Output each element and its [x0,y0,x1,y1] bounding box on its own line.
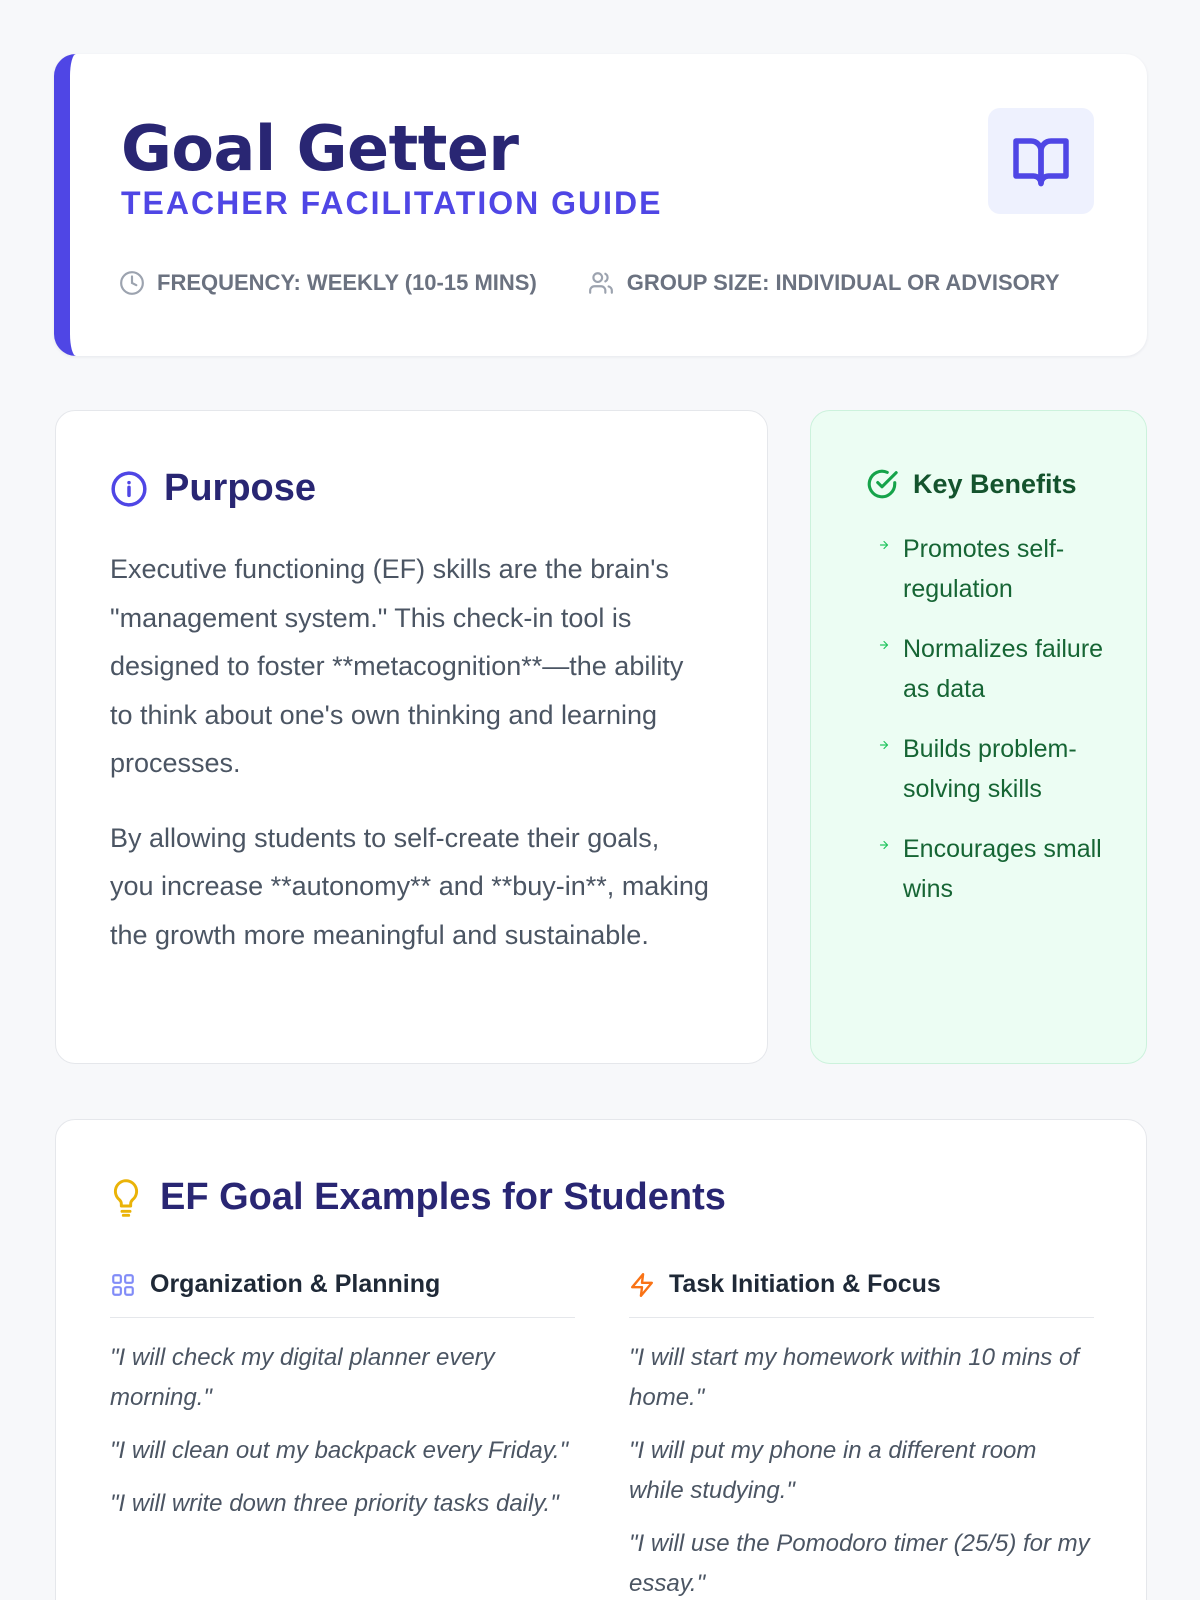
task-initiation-column [629,1270,1094,1600]
benefit-item [865,629,1125,709]
benefit-list [865,529,1125,929]
benefit-item [865,829,1125,909]
benefit-text: Promotes self-regulation [903,535,1065,603]
examples-title: EF Goal Examples for Students [160,1176,726,1218]
column-heading-text: Task Initiation & Focus [669,1270,941,1298]
purpose-paragraph: Executive functioning (EF) skills are the brain's "management system." This check-in tool is designed to foster **metacognition**—the ability to think about one's own thinking and learning processes. [110,554,684,778]
goal-quote: "I will put my phone in a different room while studying." [629,1437,1037,1504]
frequency-meta [119,270,537,296]
clock-icon [119,270,145,296]
goal-quote: "I will clean out my backpack every Friday." [110,1437,569,1464]
goal-quote: "I will check my digital planner every morning." [110,1344,495,1411]
purpose-paragraph: By allowing students to self-create their goals, you increase **autonomy** and **buy-in**, making the growth more meaningful and sustainable. [110,822,709,950]
goal-quote: "I will write down three priority tasks daily." [110,1490,559,1517]
arrow-right-icon [865,729,903,751]
column-heading [629,1270,1094,1318]
page-subtitle: TEACHER FACILITATION GUIDE [121,185,663,221]
organization-column [110,1270,575,1537]
check-circle-icon [865,467,899,501]
goal-quote: "I will use the Pomodoro timer (25/5) for my essay." [629,1530,1090,1597]
users-icon [587,270,615,296]
benefit-text: Encourages small wins [903,835,1102,903]
column-heading [110,1270,575,1318]
column-heading-text: Organization & Planning [150,1270,441,1298]
arrow-right-icon [865,529,903,551]
goal-quote: "I will start my homework within 10 mins of home." [629,1344,1079,1411]
benefit-text: Builds problem-solving skills [903,735,1077,803]
book-badge [988,108,1094,214]
arrow-right-icon [865,629,903,651]
purpose-title: Purpose [164,467,317,509]
info-icon [110,470,148,508]
benefits-heading [865,467,1077,501]
book-open-icon [1009,131,1073,191]
benefit-text: Normalizes failure as data [903,635,1104,703]
arrow-right-icon [865,829,903,851]
meta-row [119,270,1110,296]
frequency-text: FREQUENCY: WEEKLY (10-15 MINS) [157,270,537,295]
benefits-card [810,410,1147,1064]
examples-heading [110,1176,726,1219]
group-size-meta [587,270,1060,296]
page-title: Goal Getter [121,112,519,185]
benefit-item [865,529,1125,609]
lightning-icon [629,1271,655,1299]
quote-list [110,1338,575,1524]
purpose-heading [110,467,316,510]
quote-list [629,1338,1094,1600]
purpose-card [55,410,768,1064]
lightbulb-icon [110,1177,142,1219]
benefit-item [865,729,1125,809]
header-card [54,54,1147,356]
group-size-text: GROUP SIZE: INDIVIDUAL OR ADVISORY [626,270,1060,295]
benefits-title: Key Benefits [913,468,1077,499]
grid-icon [110,1272,136,1298]
examples-card [55,1119,1147,1600]
purpose-body [110,545,710,959]
